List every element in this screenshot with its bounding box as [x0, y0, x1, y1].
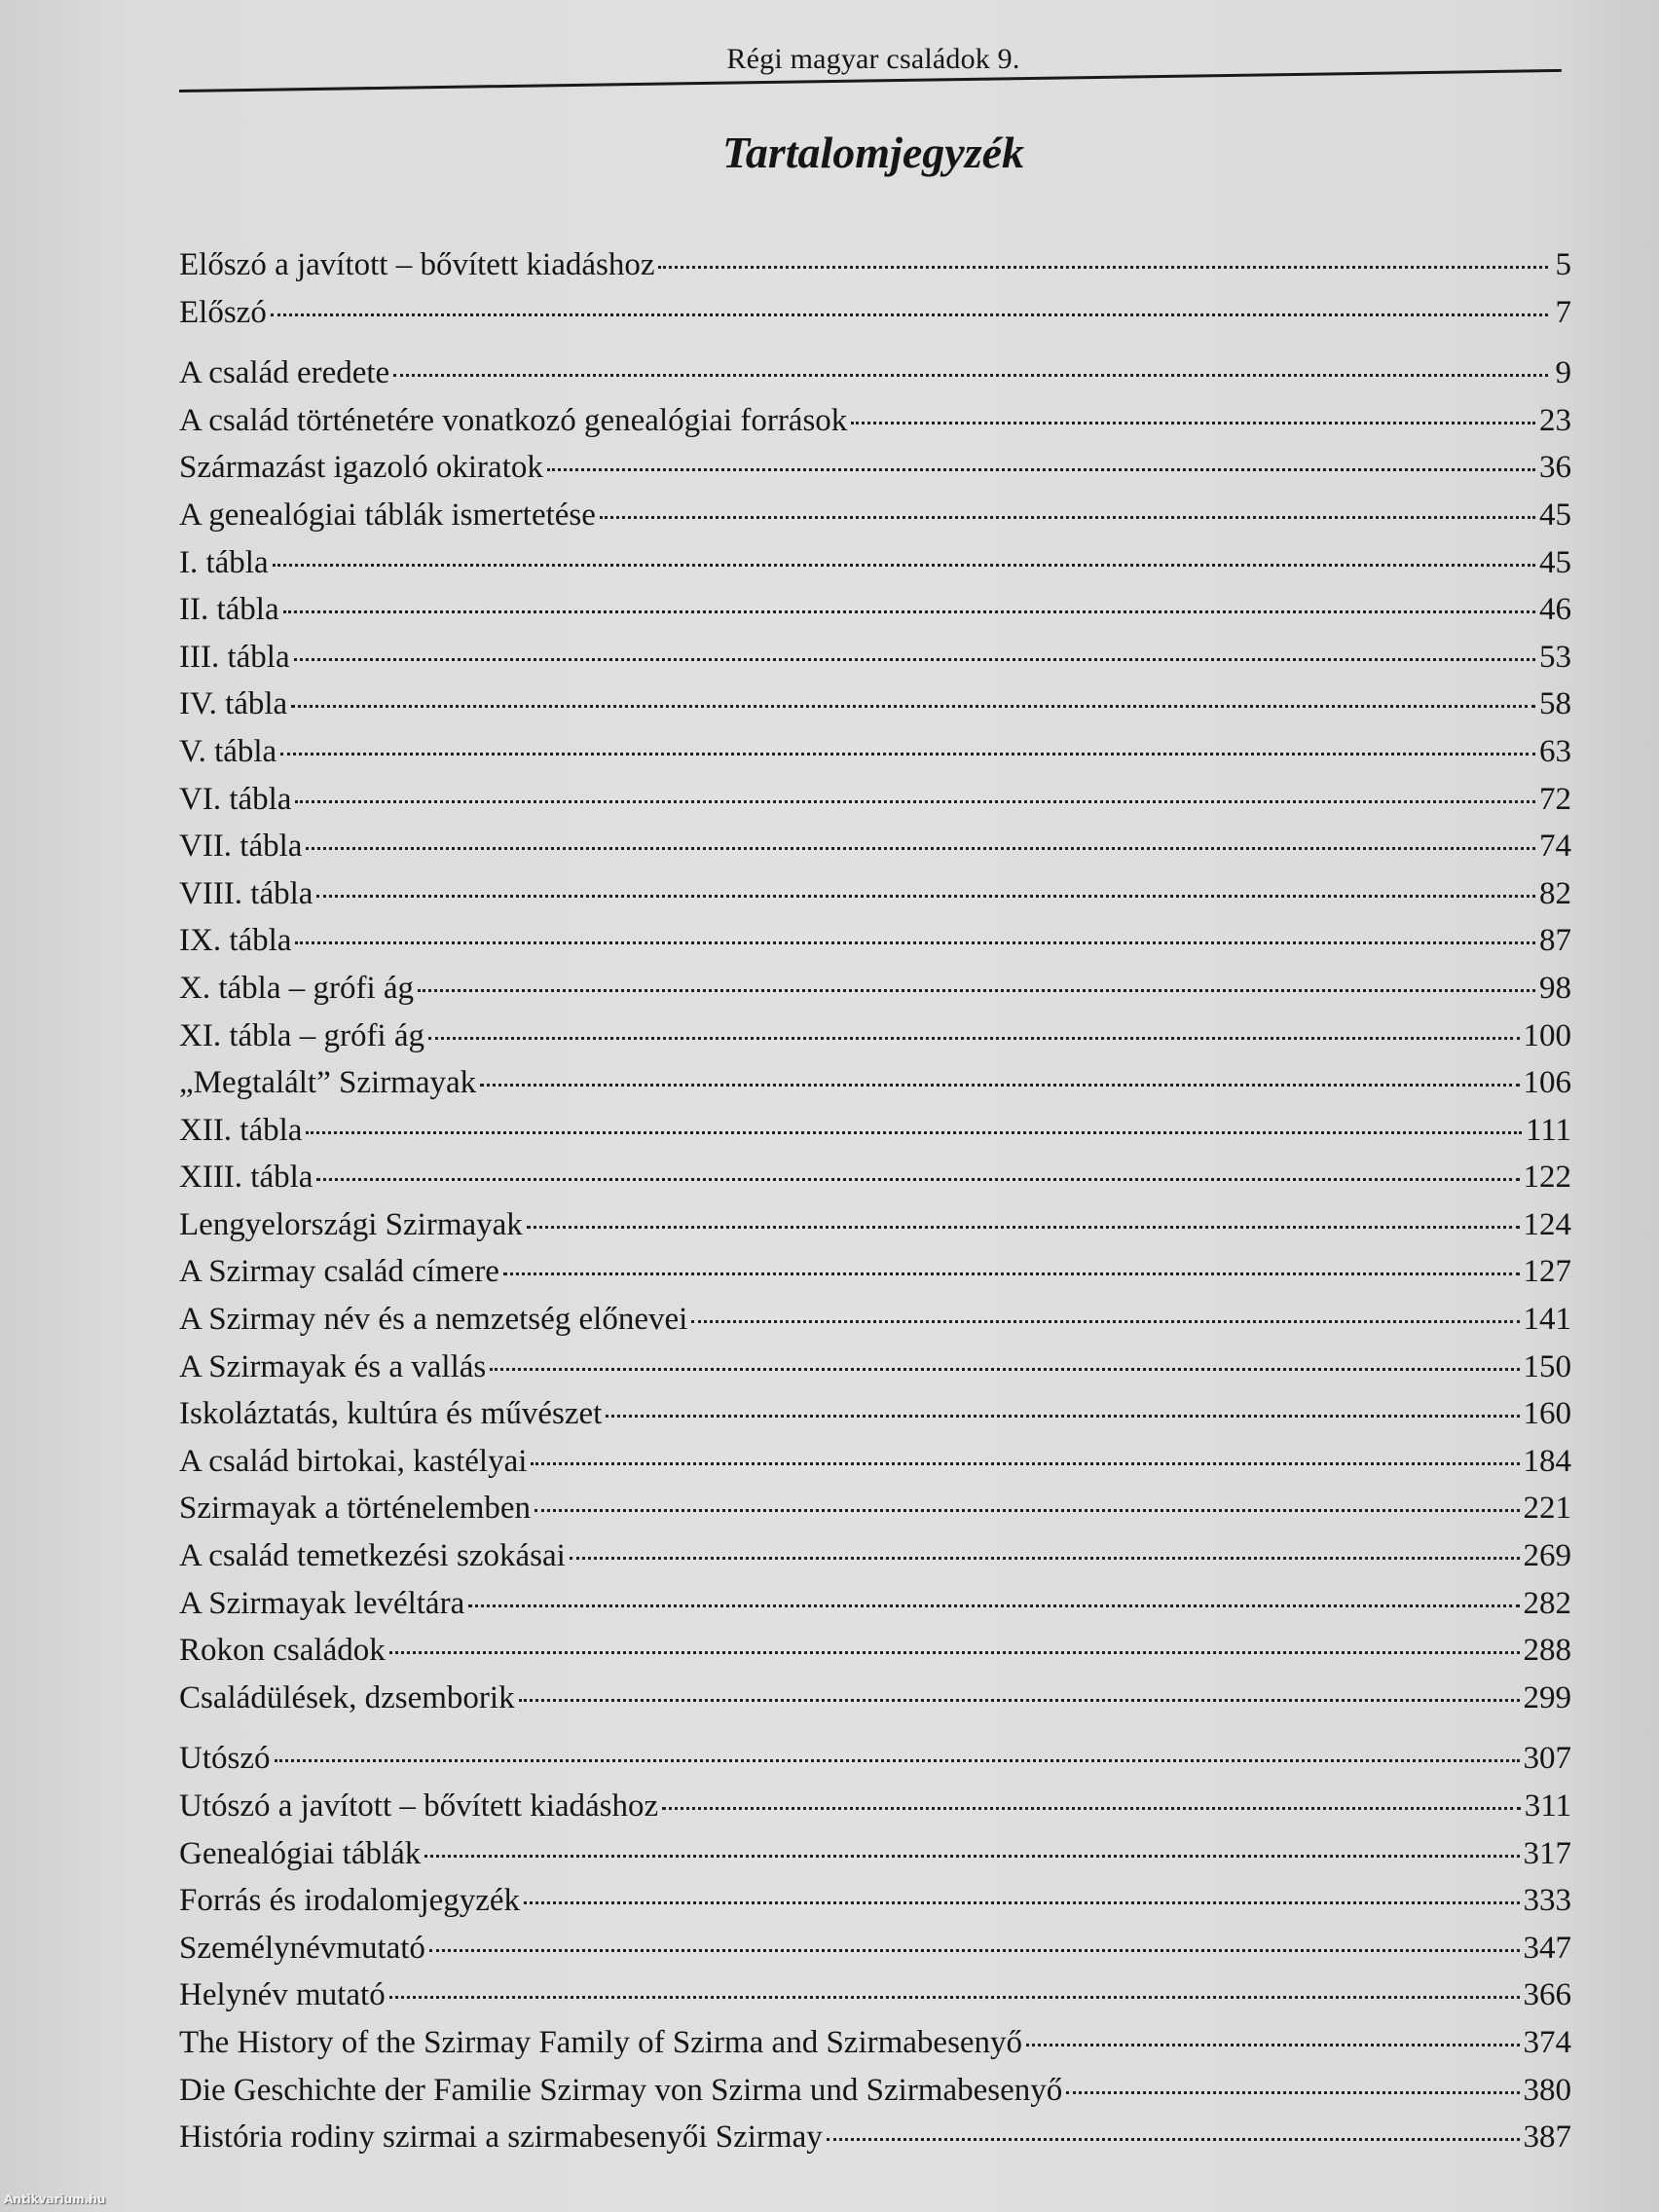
dot-leader — [547, 468, 1535, 471]
dot-leader — [570, 1557, 1520, 1560]
dot-leader — [658, 266, 1548, 269]
toc-entry — [179, 397, 1571, 445]
toc-entry-page-number: 7 — [1555, 294, 1571, 330]
toc-entry — [179, 728, 1571, 776]
toc-entry-page-number: 36 — [1539, 450, 1571, 486]
toc-entry-page-number: 111 — [1525, 1112, 1571, 1148]
dot-leader — [393, 374, 1548, 377]
toc-entry-title: IV. tábla — [179, 686, 288, 722]
toc-entry-title: Genealógiai táblák — [179, 1835, 422, 1871]
toc-entry — [179, 1627, 1571, 1675]
toc-entry-title: XI. tábla – grófi ág — [179, 1017, 424, 1053]
dot-leader — [316, 1178, 1519, 1181]
toc-entry-page-number: 380 — [1523, 2072, 1571, 2108]
toc-entry — [179, 1532, 1571, 1580]
toc-entry — [179, 823, 1571, 870]
toc-entry-page-number: 141 — [1523, 1302, 1571, 1338]
toc-entry-title: II. tábla — [179, 592, 279, 628]
dot-leader — [524, 1901, 1519, 1904]
toc-entry-title: A Szirmayak levéltára — [179, 1585, 465, 1621]
toc-entry-page-number: 45 — [1539, 497, 1571, 533]
dot-leader — [1026, 2044, 1519, 2046]
toc-entry — [179, 586, 1571, 634]
toc-entry — [179, 539, 1571, 587]
toc-entry-title: A genealógiai táblák ismertetése — [179, 497, 596, 533]
toc-entry-page-number: 160 — [1523, 1396, 1571, 1432]
toc-entry — [179, 634, 1571, 682]
toc-entry-page-number: 74 — [1539, 829, 1571, 865]
toc-entry-title: Utószó — [179, 1741, 271, 1777]
toc-entry — [179, 1154, 1571, 1201]
dot-leader — [662, 1807, 1521, 1810]
toc-entry-title: Helynév mutató — [179, 1977, 386, 2013]
toc-entry-title: VIII. tábla — [179, 875, 313, 911]
dot-leader — [428, 1037, 1520, 1040]
toc-entry-page-number: 5 — [1555, 247, 1571, 282]
toc-entry-page-number: 288 — [1523, 1633, 1571, 1669]
toc-entry — [179, 492, 1571, 539]
toc-entry-title: V. tábla — [179, 733, 277, 769]
toc-entry-page-number: 127 — [1523, 1254, 1571, 1290]
toc-entry-title: Előszó a javított – bővített kiadáshoz — [179, 247, 655, 282]
toc-entry-page-number: 317 — [1523, 1835, 1571, 1871]
dot-leader — [273, 564, 1535, 567]
toc-entry-title: III. tábla — [179, 639, 290, 675]
toc-entry — [179, 1783, 1571, 1830]
dot-leader — [389, 1651, 1520, 1654]
toc-entry — [179, 1972, 1571, 2019]
toc-entry-title: Személynévmutató — [179, 1930, 425, 1966]
toc-entry-title: A Szirmay név és a nemzetség előnevei — [179, 1302, 688, 1338]
toc-entry — [179, 1438, 1571, 1486]
dot-leader — [389, 1996, 1520, 1999]
dot-leader — [490, 1368, 1519, 1371]
toc-entry-title: VII. tábla — [179, 829, 303, 865]
toc-entry-title: A Szirmayak és a vallás — [179, 1348, 487, 1384]
toc-entry — [179, 1485, 1571, 1532]
toc-entry-title: Die Geschichte der Familie Szirmay von Szirma und Szirmabesenyő — [179, 2072, 1063, 2108]
dot-leader — [468, 1604, 1519, 1607]
toc-entry-page-number: 45 — [1539, 544, 1571, 580]
dot-leader — [271, 313, 1548, 316]
dot-leader — [291, 705, 1535, 708]
toc-entry — [179, 1675, 1571, 1722]
dot-leader — [480, 1084, 1519, 1087]
dot-leader — [691, 1320, 1519, 1323]
toc-entry-title: A család történetére vonatkozó genealógiai források — [179, 402, 848, 438]
toc-entry-page-number: 150 — [1523, 1348, 1571, 1384]
toc-entry — [179, 1201, 1571, 1249]
dot-leader — [1066, 2091, 1519, 2094]
toc-entry-page-number: 82 — [1539, 875, 1571, 911]
toc-entry-title: „Megtalált” Szirmayak — [179, 1065, 477, 1101]
dot-leader — [600, 516, 1535, 519]
dot-leader — [295, 800, 1535, 803]
toc-entry-title: I. tábla — [179, 544, 269, 580]
dot-leader — [316, 895, 1535, 898]
dot-leader — [503, 1272, 1520, 1275]
table-of-contents — [179, 241, 1571, 2161]
toc-entry — [179, 681, 1571, 728]
toc-entry-title: XII. tábla — [179, 1112, 303, 1148]
dot-leader — [306, 847, 1535, 850]
toc-entry-page-number: 221 — [1523, 1491, 1571, 1527]
toc-entry-page-number: 374 — [1523, 2024, 1571, 2060]
toc-entry-page-number: 269 — [1523, 1538, 1571, 1574]
dot-leader — [527, 1226, 1520, 1229]
toc-entry-title: Származást igazoló okiratok — [179, 450, 543, 486]
toc-entry-page-number: 366 — [1523, 1977, 1571, 2013]
toc-entry-page-number: 184 — [1523, 1443, 1571, 1479]
toc-entry — [179, 1735, 1571, 1783]
dot-leader — [283, 610, 1535, 613]
toc-entry-title: Iskoláztatás, kultúra és művészet — [179, 1396, 603, 1432]
dot-leader — [535, 1509, 1519, 1512]
toc-entry — [179, 1107, 1571, 1155]
dot-leader — [418, 989, 1535, 992]
toc-entry-page-number: 58 — [1539, 686, 1571, 722]
toc-entry-page-number: 333 — [1523, 1883, 1571, 1919]
toc-entry — [179, 1877, 1571, 1925]
toc-entry-page-number: 106 — [1523, 1065, 1571, 1101]
toc-entry-page-number: 311 — [1524, 1788, 1571, 1824]
dot-leader — [827, 2138, 1520, 2141]
toc-entry — [179, 1296, 1571, 1344]
toc-entry-title: The History of the Szirmay Family of Szirma and Szirmabesenyő — [179, 2024, 1023, 2060]
toc-entry-title: Rokon családok — [179, 1633, 386, 1669]
dot-leader — [294, 658, 1535, 661]
dot-leader — [429, 1949, 1520, 1952]
toc-entry-page-number: 124 — [1523, 1206, 1571, 1242]
toc-entry-title: Utószó a javított – bővített kiadáshoz — [179, 1788, 659, 1824]
toc-entry-page-number: 98 — [1539, 970, 1571, 1006]
toc-entry — [179, 1830, 1571, 1878]
toc-entry-title: IX. tábla — [179, 923, 292, 959]
toc-entry-title: Forrás és irodalomjegyzék — [179, 1883, 521, 1919]
dot-leader — [519, 1699, 1520, 1702]
toc-entry-page-number: 282 — [1523, 1585, 1571, 1621]
toc-entry — [179, 241, 1571, 289]
toc-entry-page-number: 53 — [1539, 639, 1571, 675]
toc-entry-title: História rodiny szirmai a szirmabesenyői Szirmay — [179, 2120, 823, 2156]
toc-entry-title: VI. tábla — [179, 781, 292, 817]
toc-entry-title: Szirmayak a történelemben — [179, 1491, 532, 1527]
toc-entry-page-number: 100 — [1523, 1017, 1571, 1053]
toc-entry-title: Előszó — [179, 294, 267, 330]
toc-entry-title: Családülések, dzsemborik — [179, 1679, 515, 1715]
toc-entry-page-number: 299 — [1523, 1679, 1571, 1715]
toc-entry-title: X. tábla – grófi ág — [179, 970, 415, 1006]
dot-leader — [306, 1131, 1521, 1134]
toc-entry — [179, 917, 1571, 965]
toc-entry-title: XIII. tábla — [179, 1160, 313, 1196]
toc-entry-page-number: 122 — [1523, 1160, 1571, 1196]
toc-entry-title: Lengyelországi Szirmayak — [179, 1206, 523, 1242]
toc-entry — [179, 870, 1571, 918]
toc-entry — [179, 2067, 1571, 2115]
toc-entry — [179, 965, 1571, 1013]
toc-entry — [179, 289, 1571, 337]
toc-entry — [179, 1059, 1571, 1107]
dot-leader — [424, 1855, 1519, 1858]
toc-entry — [179, 776, 1571, 824]
running-head: Régi magyar családok 9. — [726, 43, 1020, 75]
dot-leader — [295, 941, 1535, 944]
toc-entry — [179, 2019, 1571, 2067]
toc-entry-page-number: 72 — [1539, 781, 1571, 817]
toc-entry-title: A család birtokai, kastélyai — [179, 1443, 528, 1479]
toc-entry-page-number: 87 — [1539, 923, 1571, 959]
toc-entry — [179, 350, 1571, 397]
toc-entry-page-number: 23 — [1539, 402, 1571, 438]
toc-entry-page-number: 307 — [1523, 1741, 1571, 1777]
toc-entry-title: A Szirmay család címere — [179, 1254, 499, 1290]
toc-entry — [179, 1344, 1571, 1391]
toc-entry — [179, 444, 1571, 492]
toc-entry-page-number: 9 — [1555, 355, 1571, 391]
toc-entry — [179, 1248, 1571, 1296]
dot-leader — [275, 1759, 1520, 1762]
dot-leader — [606, 1415, 1519, 1418]
watermark: Antikvarium.hu — [4, 2193, 106, 2206]
toc-entry-page-number: 387 — [1523, 2120, 1571, 2156]
dot-leader — [280, 753, 1535, 756]
toc-entry-page-number: 63 — [1539, 733, 1571, 769]
toc-entry-title: A család eredete — [179, 355, 390, 391]
toc-entry — [179, 1390, 1571, 1438]
toc-entry — [179, 1013, 1571, 1060]
toc-entry-page-number: 347 — [1523, 1930, 1571, 1966]
toc-entry-title: A család temetkezési szokásai — [179, 1538, 566, 1574]
dot-leader — [531, 1462, 1519, 1465]
dot-leader — [851, 422, 1535, 424]
page-title: Tartalomjegyzék — [721, 128, 1025, 177]
toc-entry — [179, 2114, 1571, 2161]
toc-entry — [179, 1925, 1571, 1972]
toc-entry — [179, 1580, 1571, 1628]
toc-entry-page-number: 46 — [1539, 592, 1571, 628]
